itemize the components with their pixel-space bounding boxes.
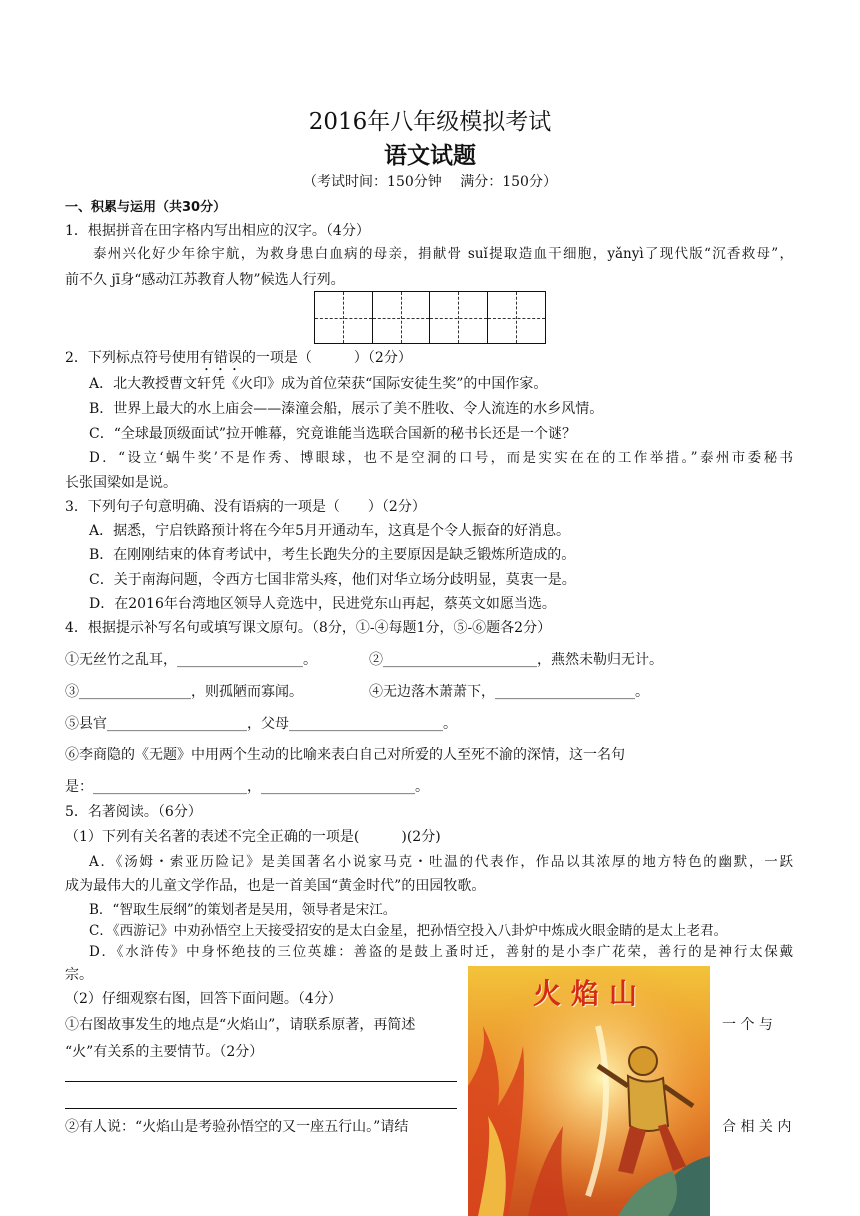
q4-stem: 4．根据提示补写名句或填写课文原句。（8分，①-④每题1分，⑤-⑥题各2分） (65, 620, 552, 636)
q4-item-6-cont: 是：______________________，______________________。 (65, 779, 429, 795)
tianzige-cell[interactable] (315, 292, 373, 343)
q5-prompt-1-cont: “火”有关系的主要情节。（2分） (65, 1044, 264, 1060)
q3-option-a: A．据悉，宁启铁路预计将在今年5月开通动车，这真是个令人振奋的好消息。 (89, 523, 571, 539)
q3-option-b: B．在刚刚结束的体育考试中，考生长跑失分的主要原因是缺乏锻炼所造成的。 (89, 547, 576, 563)
q2-stem (65, 348, 412, 374)
q5-option-b: B．“智取生辰纲”的策划者是吴用，领导者是宋江。 (89, 902, 397, 918)
q1-stem: 1．根据拼音在田字格内写出相应的汉字。（4分） (65, 223, 370, 239)
flaming-mountain-illustration (468, 966, 710, 1216)
q2-stem-part: 的一项是（ ）（2分） (241, 350, 412, 366)
q3-option-d: D．在2016年台湾地区领导人竞选中，民进党东山再起，蔡英文如愿当选。 (89, 596, 556, 612)
q5-option-c: C．《西游记》中劝孙悟空上天接受招安的是太白金星，把孙悟空投入八卦炉中炼成火眼金睛的是太上老君。 (89, 923, 728, 939)
tianzige-grid[interactable] (314, 291, 546, 344)
q4-item-5: ⑤县官____________________，父母______________________。 (65, 716, 457, 732)
q5-sub2: （2）仔细观察右图，回答下面问题。（4分） (65, 991, 342, 1007)
exam-subject: 语文试题 (384, 143, 476, 169)
q5-option-a-cont: 成为最伟大的儿童文学作品，也是一首美国“黄金时代”的田园牧歌。 (65, 878, 486, 894)
q2-stem-emphasis: 有错误 (199, 350, 242, 366)
q4-item-6: ⑥李商隐的《无题》中用两个生动的比喻来表白自己对所爱的人至死不渝的深情，这一名句 (65, 747, 625, 763)
tianzige-cell[interactable] (488, 292, 546, 343)
q1-paragraph-line: 前不久 jī身“感动江苏教育人物”候选人行列。 (65, 272, 345, 288)
q5-option-a: A．《汤姆・索亚历险记》是美国著名小说家马克・吐温的代表作，作品以其浓厚的地方特色的幽默，一跃 (89, 854, 793, 870)
q5-prompt-2: ②有人说：“火焰山是考验孙悟空的又一座五行山。”请结 (65, 1119, 409, 1135)
exam-title: 2016年八年级模拟考试 (308, 109, 552, 135)
q2-option-d: D．“设立‘蜗牛奖’不是作秀、博眼球，也不是空洞的口号，而是实实在在的工作举措。”泰州市委秘书 (89, 450, 793, 466)
q4-item-4: ④无边落木萧萧下，____________________。 (369, 684, 649, 700)
answer-line[interactable] (65, 1108, 457, 1109)
q5-option-d-cont: 宗。 (65, 967, 93, 983)
q4-item-3: ③________________，则孤陋而寡闻。 (65, 684, 303, 700)
q2-option-a: A．北大教授曹文轩凭《火印》成为首位荣获“国际安徒生奖”的中国作家。 (89, 376, 548, 392)
q3-option-c: C．关于南海问题，令西方七国非常头疼，他们对华立场分歧明显，莫衷一是。 (89, 572, 576, 588)
q5-prompt-1: ①右图故事发生的地点是“火焰山”，请联系原著，再简述 (65, 1017, 416, 1033)
q2-option-b: B．世界上最大的水上庙会——溱潼会船，展示了美不胜收、令人流连的水乡风情。 (89, 401, 604, 417)
illustration-title: 火焰山 (532, 977, 647, 1010)
q2-option-c: C．“全球最顶级面试”拉开帷幕，究竟谁能当选联合国新的秘书长还是一个谜？ (89, 426, 577, 442)
q5-prompt-1-right: 一 个 与 (722, 1017, 773, 1033)
q4-item-2: ②______________________，燕然未勒归无计。 (369, 652, 663, 668)
answer-line[interactable] (65, 1081, 457, 1082)
q2-stem-part: 2．下列标点符号使用 (65, 350, 200, 366)
section-heading: 一、积累与运用（共30分） (65, 200, 227, 215)
q5-prompt-2-right: 合 相 关 内 (722, 1119, 792, 1135)
tianzige-cell[interactable] (373, 292, 431, 343)
q1-paragraph-line: 泰州兴化好少年徐宇航，为救身患白血病的母亲，捐献骨 suǐ提取造血干细胞，yǎnyì了现代版“沉香救母”， (93, 246, 793, 262)
q3-stem: 3．下列句子句意明确、没有语病的一项是（ ）（2分） (65, 499, 426, 515)
q5-stem: 5．名著阅读。（6分） (65, 804, 202, 820)
q5-option-d: D．《水浒传》中身怀绝技的三位英雄：善盗的是鼓上蚤时迁，善射的是小李广花荣，善行的是神行太保戴 (89, 944, 793, 960)
q5-sub1: （1）下列有关名著的表述不完全正确的一项是( )(2分) (65, 829, 441, 845)
q4-item-1: ①无丝竹之乱耳，__________________。 (65, 652, 317, 668)
tianzige-cell[interactable] (430, 292, 488, 343)
q2-option-d-cont: 长张国梁如是说。 (65, 475, 177, 491)
exam-info: （考试时间：150分钟 满分：150分） (303, 174, 557, 190)
